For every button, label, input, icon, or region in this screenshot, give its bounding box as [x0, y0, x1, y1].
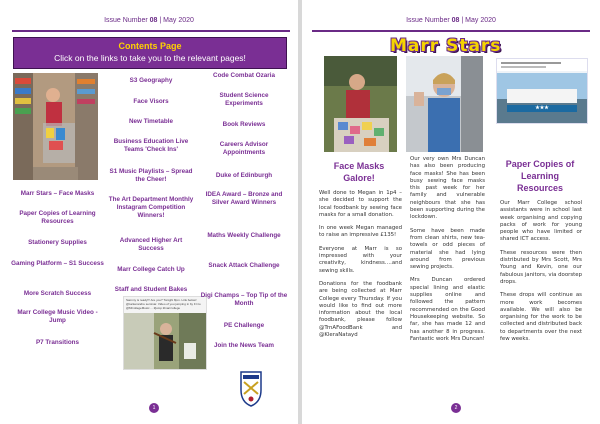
page-number-right: 2 — [451, 403, 461, 413]
heading-face-masks: Face Masks Galore! — [333, 161, 385, 183]
toc-link-art-instagram[interactable]: The Art Department Monthly Instagram Competition Winners! — [108, 196, 194, 219]
social-post-card — [123, 296, 207, 370]
toc-link-music-video[interactable]: Marr College Music Video - Jump — [17, 309, 98, 324]
toc-link-careers-advisor[interactable]: Careers Advisor Appointments — [219, 141, 269, 156]
paragraph: Donations for the foodbank are being collected at Marr College every Thursday. If you would like to find out more information about the local foodbank, please follow @TrnAFoodBank and @KleraNatayd — [319, 280, 402, 339]
toc-link-paper-copies[interactable]: Paper Copies of Learning Resources — [19, 210, 96, 225]
left-page — [0, 0, 298, 424]
issue-header-right: Issue Number 08 | May 2020 — [406, 17, 496, 24]
paragraph: Everyone at Marr is so impressed with your creativity, kindness….and sewing skills. — [319, 245, 402, 274]
header-rule-left — [12, 30, 290, 32]
toc-link-staff-student-bakes[interactable]: Staff and Student Bakes — [114, 286, 188, 293]
contents-subtitle: Click on the links to take you to the relevant pages! — [54, 53, 246, 63]
paragraph: Our very own Mrs Duncan has also been producing face masks! She has been busy sewing face masks this past week for her family and vulnerable neighbours that she has been supporting during the lockdown. — [410, 156, 485, 221]
toc-link-code-combat[interactable]: Code Combat Ozaria — [213, 72, 275, 79]
paragraph: Mrs Duncan ordered special lining and elastic supplies online and followed the pattern recommended on the Good Housekeeping website. So far, she has made 12 and has another 8 in progress. Fantastic work Mrs Duncan! — [410, 277, 485, 342]
violinist-photo — [124, 313, 206, 369]
toc-link-duke-of-edinburgh[interactable]: Duke of Edinburgh — [215, 172, 273, 179]
toc-link-p7-transitions[interactable]: P7 Transitions — [35, 339, 80, 346]
foodbank-banner: ★★★ — [507, 105, 577, 112]
toc-link-marr-stars-face-masks[interactable]: Marr Stars – Face Masks — [20, 190, 95, 197]
marr-stars-masthead: Marr Stars — [390, 36, 502, 56]
toc-link-pe-challenge[interactable]: PE Challenge — [223, 322, 265, 329]
paragraph: Some have been made from clean shirts, new tea-towels or odd pieces of material she had lying around from previous sewing projects. — [410, 227, 485, 271]
toc-link-face-visors[interactable]: Face Visors — [133, 98, 169, 105]
right-page — [302, 0, 600, 424]
school-crest-icon — [238, 368, 264, 408]
toc-link-s3-geography[interactable]: S3 Geography — [129, 77, 173, 84]
heading-paper-copies: Paper Copies of Learning Resources — [505, 159, 575, 193]
toc-link-business-education[interactable]: Business Education Live Teams 'Check Ins' — [113, 138, 189, 153]
paragraph: In one week Megan managed to raise an impressive £135! — [319, 225, 402, 239]
toc-link-student-science[interactable]: Student Science Experiments — [219, 92, 269, 107]
article-mrs-duncan — [410, 156, 485, 349]
photo-mrs-duncan — [406, 56, 483, 152]
toc-link-gaming-platform[interactable]: Gaming Platform – S1 Success — [11, 260, 104, 267]
toc-link-stationery-supplies[interactable]: Stationery Supplies — [28, 239, 87, 246]
paragraph: Our Marr College school assistants were in school last week organising and copying packs of work for young people who have limited or shared ICT access. — [500, 200, 582, 243]
photo-megan-face-masks — [324, 56, 397, 152]
contents-title: Contents Page — [118, 41, 182, 51]
article-paper-copies — [500, 200, 582, 349]
photo-supermarket-trolley — [13, 73, 98, 180]
issue-header-left: Issue Number 08 | May 2020 — [104, 17, 194, 24]
toc-link-advanced-higher-art[interactable]: Advanced Higher Art Success — [119, 237, 183, 252]
toc-link-join-news-team[interactable]: Join the News Team — [213, 342, 275, 349]
toc-link-snack-attack[interactable]: Snack Attack Challenge — [208, 262, 280, 269]
header-rule-right — [312, 30, 590, 32]
toc-link-digi-champs[interactable]: Digi Champs – Top Tip of the Month — [200, 292, 288, 307]
contents-banner — [13, 37, 287, 69]
article-face-masks — [319, 190, 402, 345]
social-post-text: Sammy is ready!!! Are you? Tonight 8pm. Link below! @tuckerandre seminar. Video of you jumping in by Fri to @MCollegeMusic ... #jump #marrcollege — [126, 299, 201, 310]
toc-link-more-scratch[interactable]: More Scratch Success — [23, 290, 92, 297]
toc-link-maths-challenge[interactable]: Maths Weekly Challenge — [207, 232, 281, 239]
paragraph: These drops will continue as more work becomes available. We will also be organising for the work to be collected and distributed back to departments over the next few weeks. — [500, 292, 582, 343]
toc-link-new-timetable[interactable]: New Timetable — [129, 118, 173, 125]
paragraph: Well done to Megan in 1p4 – she decided to support the local foodbank by sewing face masks for a small donation. — [319, 190, 402, 218]
toc-link-idea-award[interactable]: IDEA Award – Bronze and Silver Award Winners — [205, 191, 283, 206]
foodbank-post-card — [496, 58, 588, 124]
page-number-left: 1 — [149, 403, 159, 413]
toc-link-book-reviews[interactable]: Book Reviews — [222, 121, 266, 128]
toc-link-s1-music-playlists[interactable]: S1 Music Playlists – Spread the Cheer! — [109, 168, 193, 183]
toc-link-marr-catch-up[interactable]: Marr College Catch Up — [117, 266, 185, 273]
paragraph: These resources were then distributed by Mrs Scott, Mrs Young and Kevin, one our fabulous janitors, via doorstep drops. — [500, 249, 582, 285]
